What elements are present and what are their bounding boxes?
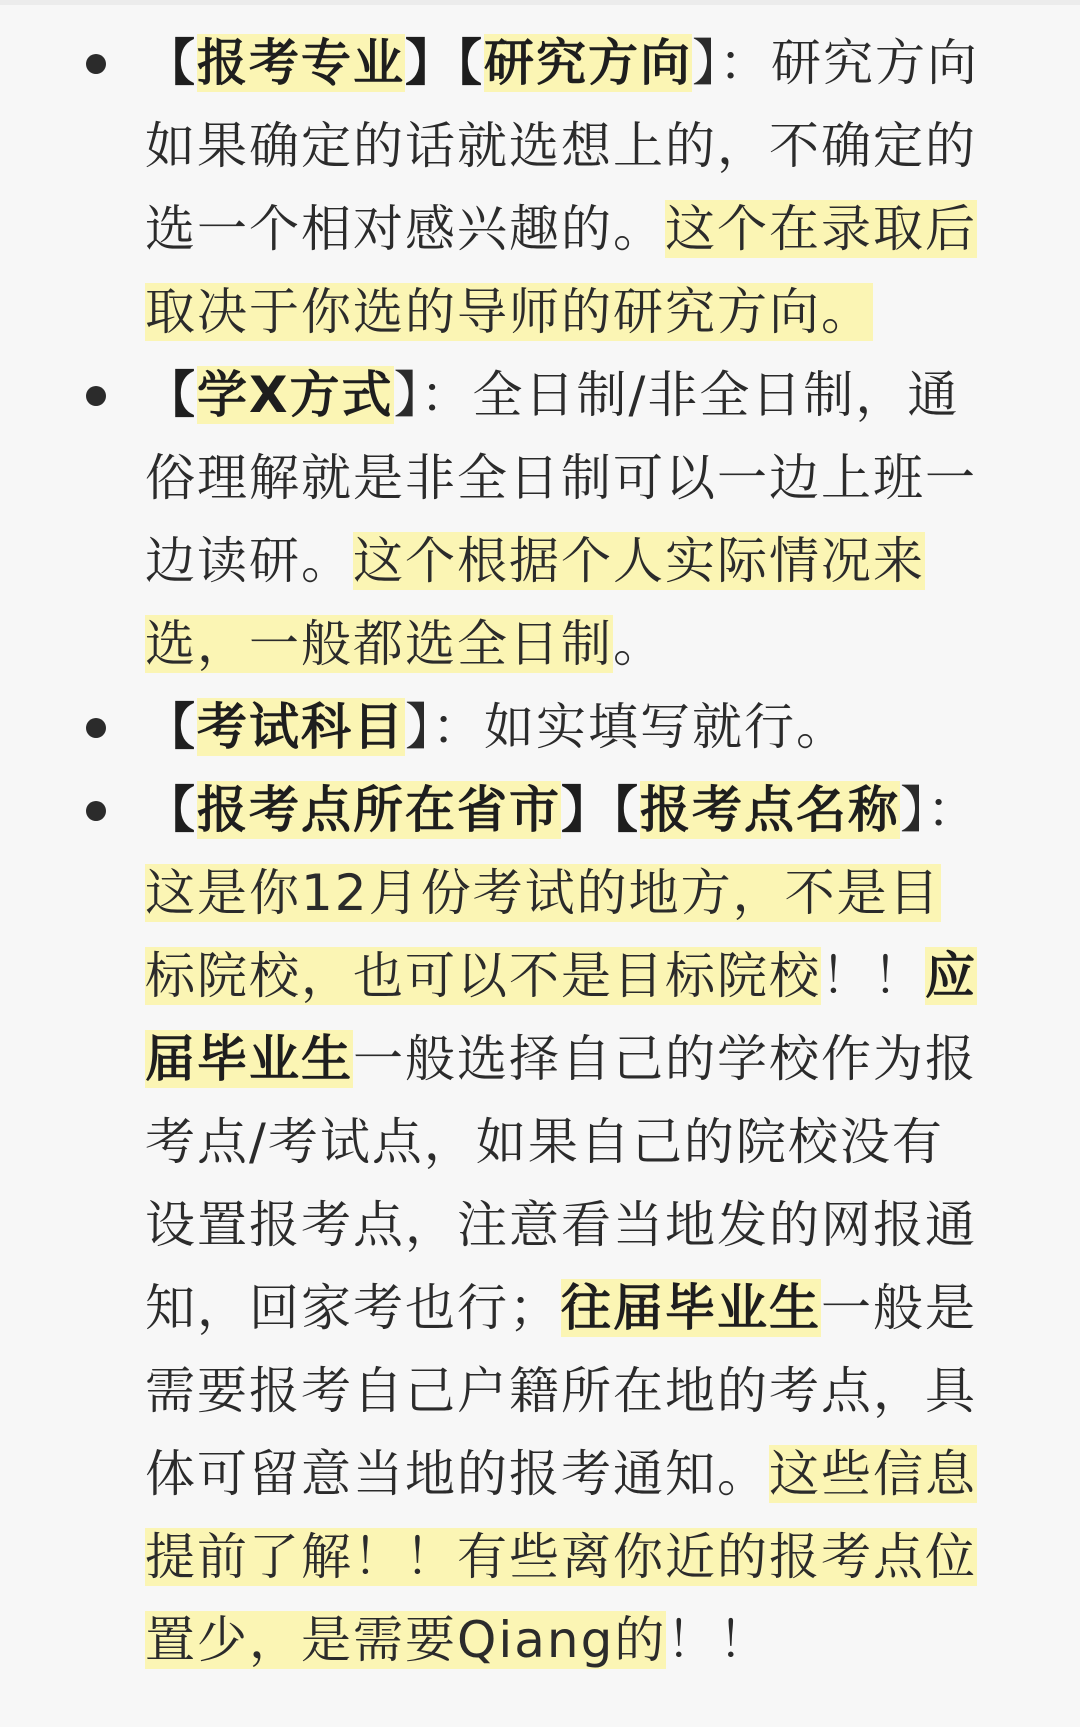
field-name-major: 报考专业 bbox=[197, 34, 405, 92]
bullet-icon bbox=[86, 718, 106, 738]
top-divider bbox=[0, 0, 1080, 5]
bracket-open: 【 bbox=[145, 366, 197, 424]
bullet-icon bbox=[86, 386, 106, 406]
bracket-open: 【 bbox=[145, 34, 197, 92]
explanation-text: 】：全日制/非全日制，通俗理解就是非全日制可以一边上班一边读研。 bbox=[145, 366, 977, 590]
bracket-join: 】【 bbox=[561, 781, 640, 839]
bracket-open: 【 bbox=[145, 781, 197, 839]
bullet-icon bbox=[86, 54, 106, 74]
field-name-direction: 研究方向 bbox=[484, 34, 692, 92]
bracket-open: 【 bbox=[145, 698, 197, 756]
item-text bbox=[145, 366, 977, 673]
list-item-major-direction bbox=[0, 22, 1080, 354]
exclamation: ！！ bbox=[666, 1611, 771, 1669]
list-item-exam-subjects bbox=[0, 686, 1080, 769]
bracket-join: 】【 bbox=[405, 34, 484, 92]
exclamation: ！！ bbox=[821, 947, 925, 1005]
highlight-note: 这个在录取后取决于你选的导师的研究方向。 bbox=[145, 200, 977, 341]
highlight-note: 这个根据个人实际情况来选，一般都选全日制 bbox=[145, 532, 925, 673]
highlight-note: 这是你12月份考试的地方，不是目标院校，也可以不是目标院校 bbox=[145, 864, 941, 1005]
explanation-text: 一般选择自己的学校作为报考点/考试点，如果自己的院校没有设置报考点，注意看当地发的网报通知，回家考也行； bbox=[145, 1030, 977, 1337]
item-text bbox=[145, 781, 979, 1669]
field-name-study-mode: 学X方式 bbox=[197, 366, 394, 424]
explanation-text: 一般是需要报考自己户籍所在地的考点，具体可留意当地的报考通知。 bbox=[145, 1279, 977, 1503]
bullet-list bbox=[0, 22, 1080, 1682]
list-item-exam-site bbox=[0, 769, 1080, 1682]
highlight-note: 这些信息提前了解！！有些离你近的报考点位置少，是需要Qiang的 bbox=[145, 1445, 977, 1669]
term-fresh-graduates: 应届毕业生 bbox=[145, 947, 977, 1088]
colon: 】： bbox=[900, 781, 979, 839]
item-text bbox=[145, 34, 979, 341]
trailing-punct: 。 bbox=[613, 615, 665, 673]
list-item-study-mode bbox=[0, 354, 1080, 686]
bullet-icon bbox=[86, 801, 106, 821]
field-name-site-province: 报考点所在省市 bbox=[197, 781, 561, 839]
field-name-exam-subjects: 考试科目 bbox=[197, 698, 405, 756]
term-past-graduates: 往届毕业生 bbox=[561, 1279, 821, 1337]
item-text bbox=[145, 698, 848, 756]
explanation-text: 】：如实填写就行。 bbox=[405, 698, 848, 756]
field-name-site-name: 报考点名称 bbox=[640, 781, 900, 839]
explanation-text: 】：研究方向如果确定的话就选想上的，不确定的选一个相对感兴趣的。 bbox=[145, 34, 979, 258]
